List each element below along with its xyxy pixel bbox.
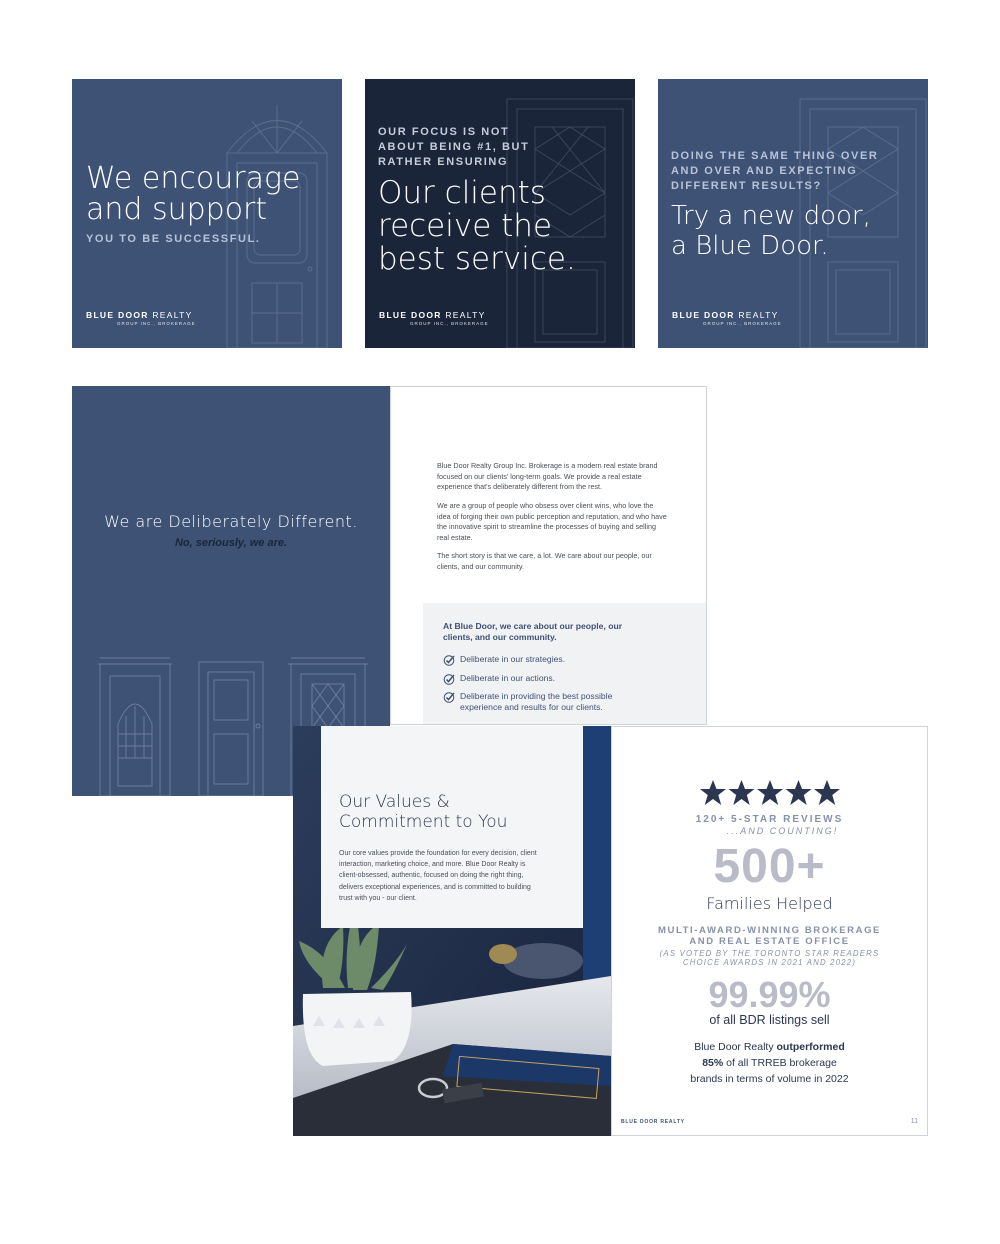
brand-logo (86, 310, 196, 326)
brand-name-light: REALTY (148, 310, 193, 320)
outperformed-line-3: brands in terms of volume in 2022 (690, 1073, 849, 1085)
checkmark-icon (443, 654, 455, 666)
award-line-2: AND REAL ESTATE OFFICE (689, 936, 850, 947)
brand-name-light: REALTY (734, 310, 779, 320)
brand-name-bold: BLUE DOOR (379, 310, 442, 320)
ad1-headline-line2: and support (86, 192, 268, 227)
values-title: Our Values & Commitment to You (339, 792, 508, 832)
ad3-headline (671, 201, 871, 261)
star-icon (728, 780, 754, 805)
social-card-focus (365, 79, 635, 348)
reviews-sub: ...AND COUNTING! (726, 826, 839, 836)
brand-logo (379, 310, 489, 326)
ad2-eyebrow (378, 125, 529, 170)
footer-brand: BLUE DOOR REALTY (621, 1119, 685, 1125)
intro-paragraph-1: Blue Door Realty Group Inc. Brokerage is a modern real estate brand focused on our clients' long-term goals. We provide a real estate experience that's deliberately different from the rest. (437, 461, 658, 492)
families-label: Families Helped (706, 894, 833, 913)
spread1-subtitle: No, seriously, we are. (174, 537, 288, 549)
brand-sub: GROUP INC., BROKERAGE (703, 321, 782, 326)
outperformed-percent: 85% (702, 1057, 724, 1069)
values-panel (321, 726, 583, 928)
ad3-headline-line1: Try a new door, (671, 201, 871, 231)
ad1-headline (86, 163, 300, 225)
ad2-headline (378, 177, 576, 276)
checkmark-icon (443, 673, 455, 685)
check-item-label: Deliberate in our strategies. (460, 654, 566, 664)
ad2-headline-line2: receive the (378, 208, 553, 244)
intro-paragraph-2: We are a group of people who obsess over client wins, who love the idea of forging their own public perception and reputation, and who have the innovative spirit to streamline the processes of buying and selling real estate. (437, 501, 667, 542)
sell-rate-number: 99.99% (708, 974, 831, 1015)
check-item-label-continued: experience and results for our clients. (460, 702, 603, 712)
callout-heading: At Blue Door, we care about our people, our clients, and our community. (443, 621, 623, 642)
ad2-headline-line1: Our clients (378, 175, 546, 211)
families-number: 500+ (713, 840, 826, 893)
values-callout-box (423, 603, 707, 725)
star-icon (700, 780, 726, 805)
outperformed-line-2 (612, 1057, 927, 1069)
reviews-count: 120+ 5-STAR REVIEWS (695, 814, 844, 825)
star-icon (814, 780, 840, 805)
page-number: 11 (910, 1118, 918, 1125)
ad2-eyebrow-line3: RATHER ENSURING (378, 156, 509, 168)
brochure-spread2-left (293, 726, 611, 1136)
ad3-headline-line2: a Blue Door. (671, 231, 829, 261)
award-note-1: (AS VOTED BY THE TORONTO STAR READERS (659, 949, 880, 958)
brand-name-bold: BLUE DOOR (672, 310, 735, 320)
award-note-2: CHOICE AWARDS IN 2021 AND 2022) (682, 958, 857, 967)
brand-name-light: REALTY (441, 310, 486, 320)
ad1-headline-line1: We encourage (86, 161, 301, 196)
brand-sub: GROUP INC., BROKERAGE (410, 321, 489, 326)
checkmark-icon (443, 691, 455, 703)
star-icon (757, 780, 783, 805)
ad3-eyebrow-line2: AND OVER AND EXPECTING (671, 165, 858, 177)
star-icon (785, 780, 811, 805)
ad3-eyebrow-line1: DOING THE SAME THING OVER (671, 150, 879, 162)
five-star-rating (612, 779, 927, 812)
ad3-eyebrow (671, 149, 878, 194)
brochure-spread2-right (611, 726, 928, 1136)
brand-sub: GROUP INC., BROKERAGE (117, 321, 196, 326)
brochure-spread1-right (390, 386, 707, 725)
check-item-label: Deliberate in our actions. (460, 673, 556, 683)
sell-rate-label: of all BDR listings sell (709, 1013, 830, 1027)
ad1-subline: YOU TO BE SUCCESSFUL. (86, 233, 261, 245)
ad3-eyebrow-line3: DIFFERENT RESULTS? (671, 180, 822, 192)
outperformed-line-1 (612, 1041, 927, 1053)
brand-name-bold: BLUE DOOR (86, 310, 149, 320)
ad2-eyebrow-line1: OUR FOCUS IS NOT (378, 126, 510, 138)
outperformed-text-b: outperformed (776, 1041, 845, 1053)
outperformed-text-c: of all TRREB brokerage (723, 1057, 837, 1069)
social-card-encourage (72, 79, 342, 348)
ad2-eyebrow-line2: ABOUT BEING #1, BUT (378, 141, 530, 153)
values-body: Our core values provide the foundation for every decision, client interaction, marketing choice, and more. Blue Door Realty is client-obsessed, authentic, focused on doing the right thing, delivers exceptional experiences, and is committed to building trust with you - our client. (339, 850, 537, 902)
social-card-new-door (658, 79, 928, 348)
intro-paragraph-3: The short story is that we care, a lot. We care about our people, our clients, and our community. (437, 551, 652, 571)
outperformed-text-a: Blue Door Realty (694, 1041, 777, 1053)
brand-logo (672, 310, 782, 326)
award-line-1: MULTI-AWARD-WINNING BROKERAGE (657, 925, 881, 936)
star-icons (699, 779, 841, 807)
spread1-title: We are Deliberately Different. (104, 512, 358, 531)
ad2-headline-line3: best service. (378, 241, 576, 277)
check-item-label: Deliberate in providing the best possible (460, 691, 613, 701)
